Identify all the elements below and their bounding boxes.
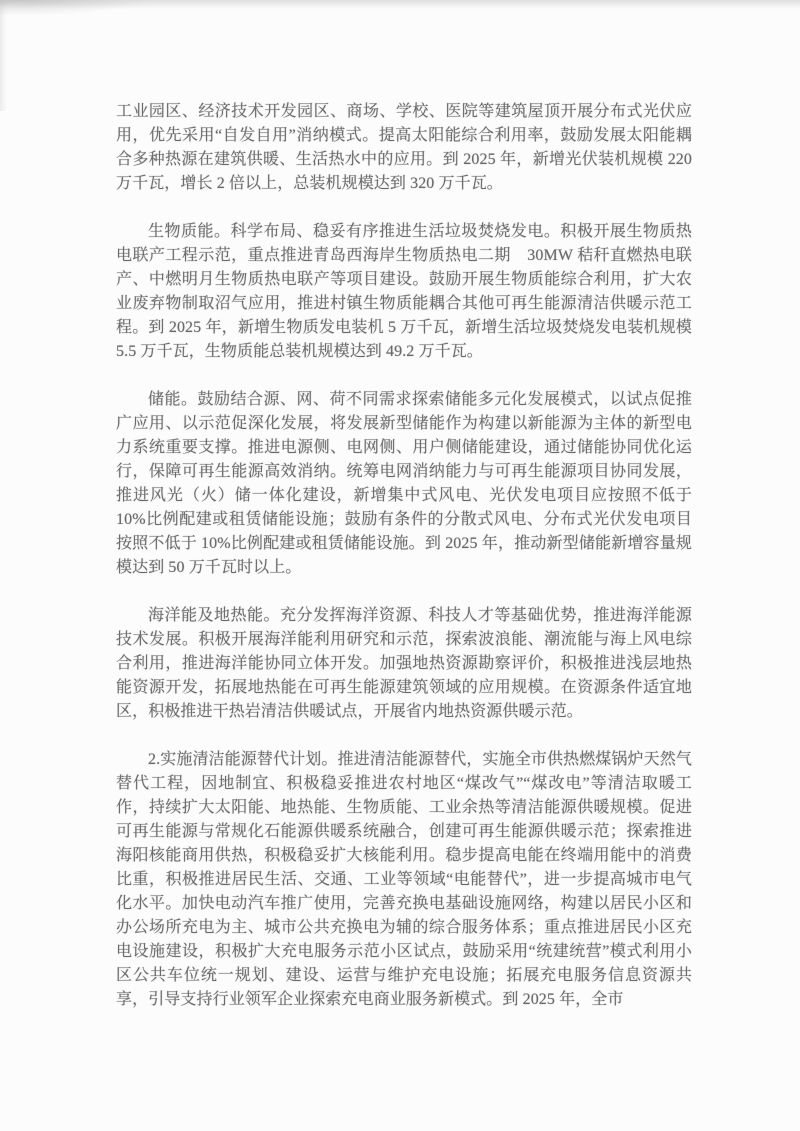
paragraph-energy-storage: 储能。鼓励结合源、网、荷不同需求探索储能多元化发展模式，以试点促推广应用、以示范促深化发展，将发展新型储能作为构建以新能源为主体的新型电力系统重要支撑。推进电源侧、电网侧、用户侧储能建设，通过储能协同优化运行，保障可再生能源高效消纳。统筹电网消纳能力与可再生能源项目协同发展，推进风光（火）储一体化建设，新增集中式风电、光伏发电项目应按照不低于10%比例配建或租赁储能设施；鼓励有条件的分散式风电、分布式光伏发电项目按照不低于 10%比例配建或租赁储能设施。到 2025 年，推动新型储能新增容量规模达到 50 万千瓦时以上。 [116, 391, 692, 576]
paragraph-ocean-geothermal-energy: 海洋能及地热能。充分发挥海洋资源、科技人才等基础优势，推进海洋能源技术发展。积极开展海洋能利用研究和示范，探索波浪能、潮流能与海上风电综合利用，推进海洋能协同立体开发。加强地热资源勘察评价，积极推进浅层地热能资源开发，拓展地热能在可再生能源建筑领域的应用规模。在资源条件适宜地区，积极推进干热岩清洁供暖试点，开展省内地热资源供暖示范。 [116, 607, 692, 720]
scan-edge-shadow-top [0, 0, 800, 9]
scan-corner-smudge [0, 0, 150, 16]
scan-edge-shadow-left [0, 0, 7, 111]
paragraph-biomass-energy: 生物质能。科学布局、稳妥有序推进生活垃圾焚烧发电。积极开展生物质热电联产工程示范，重点推进青岛西海岸生物质热电二期 30MW 秸秆直燃热电联产、中燃明月生物质热电联产等项目建设。鼓励开展生物质能综合利用，扩大农业废弃物制取沼气应用，推进村镇生物质能耦合其他可再生能源清洁供暖示范工程。到 2025 年，新增生物质发电装机 5 万千瓦，新增生活垃圾焚烧发电装机规模 5.5 万千瓦，生物质能总装机规模达到 49.2 万千瓦。 [116, 223, 692, 360]
page-text-block [116, 100, 692, 1012]
paragraph-clean-energy-substitution-plan: 2.实施清洁能源替代计划。推进清洁能源替代，实施全市供热燃煤锅炉天然气替代工程，因地制宜、积极稳妥推进农村地区“煤改气”“煤改电”等清洁取暖工作，持续扩大太阳能、地热能、生物质能、工业余热等清洁能源供暖规模。促进可再生能源与常规化石能源供暖系统融合，创建可再生能源供暖示范；探索推进海阳核能商用供热，积极稳妥扩大核能利用。稳步提高电能在终端用能中的消费比重，积极推进居民生活、交通、工业等领域“电能替代”，进一步提高城市电气化水平。加快电动汽车推广使用，完善充换电基础设施网络，构建以居民小区和办公场所充电为主、城市公共充换电为辅的综合服务体系；重点推进居民小区充电设施建设，积极扩大充电服务示范小区试点，鼓励采用“统建统营”模式利用小区公共车位统一规划、建设、运营与维护充电设施；拓展充电服务信息资源共享，引导支持行业领军企业探索充电商业服务新模式。到 2025 年，全市 [116, 751, 692, 1008]
paragraph-solar-pv-continuation: 工业园区、经济技术开发园区、商场、学校、医院等建筑屋顶开展分布式光伏应用，优先采用“自发自用”消纳模式。提高太阳能综合利用率，鼓励发展太阳能耦合多种热源在建筑供暖、生活热水中的应用。到 2025 年，新增光伏装机规模 220 万千瓦，增长 2 倍以上，总装机规模达到 320 万千瓦。 [116, 103, 692, 192]
